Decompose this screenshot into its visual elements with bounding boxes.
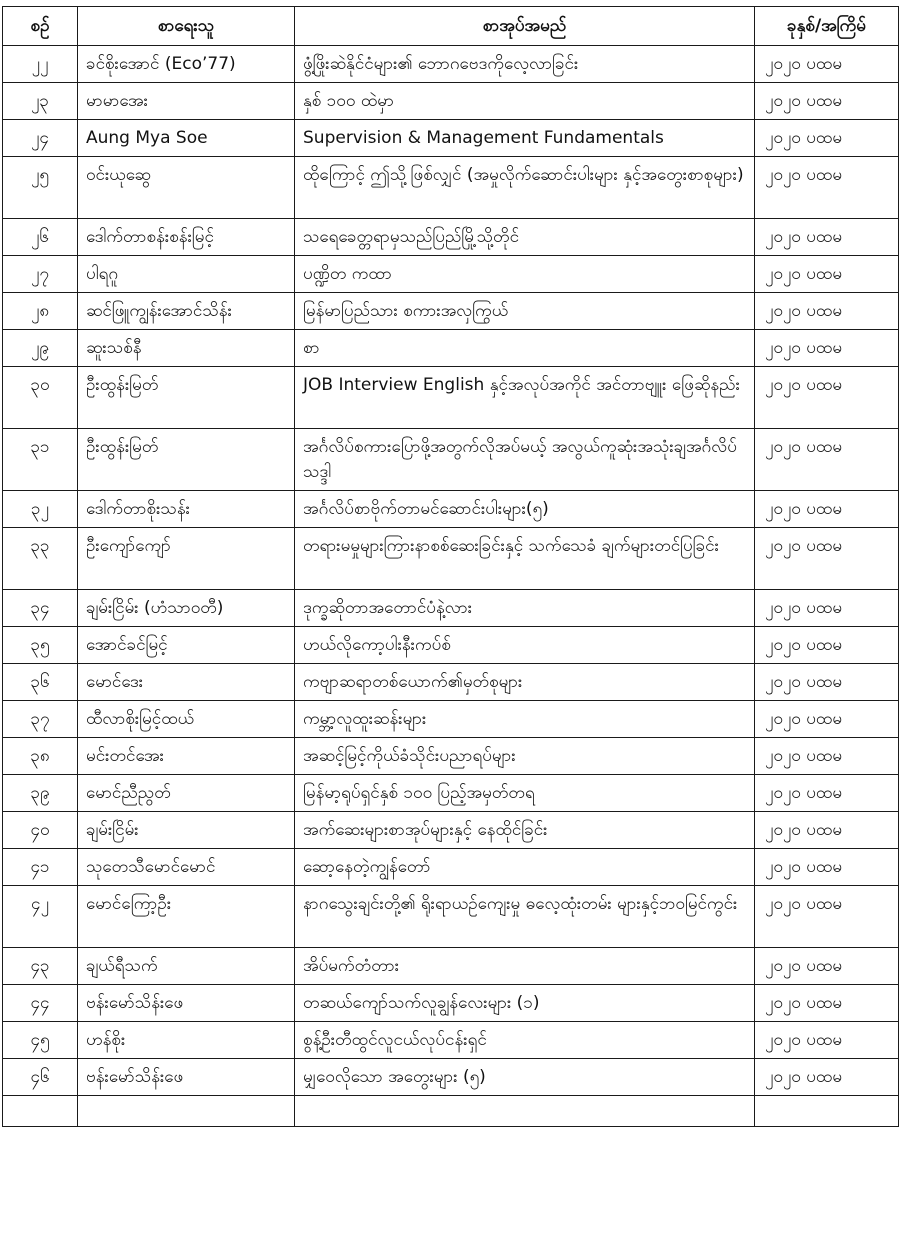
row-year-edition: ၂၀၂၀ ပထမ: [755, 1022, 899, 1059]
table-row: [3, 985, 899, 1022]
row-number: ၄၀: [3, 812, 78, 849]
row-number: ၃၉: [3, 775, 78, 812]
row-title: နှစ် ၁၀၀ ထဲမှာ: [295, 83, 755, 120]
row-number: ၂၈: [3, 293, 78, 330]
row-author: ဦးထွန်းမြတ်: [78, 429, 295, 491]
table-row: [3, 429, 899, 491]
row-title: အင်္ဂလိပ်စာဗိုက်တာမင်ဆောင်းပါးများ(၅): [295, 491, 755, 528]
table-header-row: [3, 7, 899, 46]
row-year-edition: ၂၀၂၀ ပထမ: [755, 738, 899, 775]
row-author: မင်းတင်အေး: [78, 738, 295, 775]
row-number: ၃၄: [3, 590, 78, 627]
row-title: အိပ်မက်တံတား: [295, 948, 755, 985]
row-year-edition: ၂၀၂၀ ပထမ: [755, 83, 899, 120]
table-body: [3, 46, 899, 1127]
table-row: [3, 157, 899, 219]
table-row: [3, 120, 899, 157]
row-author: ချမ်းငြိမ်း (ဟံသာဝတီ): [78, 590, 295, 627]
table-row: [3, 738, 899, 775]
row-number: ၂၄: [3, 120, 78, 157]
table-row: [3, 812, 899, 849]
row-title: JOB Interview English နှင့်အလုပ်အကိုင် အင်တာဗျူး ဖြေဆိုနည်း: [295, 367, 755, 429]
row-year-edition: ၂၀၂၀ ပထမ: [755, 849, 899, 886]
row-number: ၂၅: [3, 157, 78, 219]
row-author: Aung Mya Soe: [78, 120, 295, 157]
table-row: [3, 83, 899, 120]
row-year-edition: ၂၀၂၀ ပထမ: [755, 157, 899, 219]
row-author: ဗန်းမော်သိန်းဖေ: [78, 985, 295, 1022]
row-title: ဖွံ့ဖြိုးဆဲနိုင်ငံများ၏ ဘောဂဗေဒကိုလေ့လာခြင်း: [295, 46, 755, 83]
row-year-edition: ၂၀၂၀ ပထမ: [755, 985, 899, 1022]
row-author: ဒေါက်တာစန်းစန်းမြင့်: [78, 219, 295, 256]
row-title: တရားမမှုများကြားနာစစ်ဆေးခြင်းနှင့် သက်သေခံ ချက်များတင်ပြခြင်း: [295, 528, 755, 590]
empty-cell: [3, 1096, 78, 1127]
table-row: [3, 528, 899, 590]
row-title: ဟယ်လိုကော့ပါးနီးကပ်စ်: [295, 627, 755, 664]
row-title: ဆော့နေတဲ့ကျွန်တော်: [295, 849, 755, 886]
row-author: ခင်စိုးအောင် (Eco’77): [78, 46, 295, 83]
row-number: ၃၂: [3, 491, 78, 528]
table-row: [3, 46, 899, 83]
row-number: ၂၇: [3, 256, 78, 293]
row-author: ဆူးသစ်နီ: [78, 330, 295, 367]
row-year-edition: ၂၀၂၀ ပထမ: [755, 120, 899, 157]
row-title: စာ: [295, 330, 755, 367]
row-year-edition: ၂၀၂၀ ပထမ: [755, 46, 899, 83]
table-row: [3, 330, 899, 367]
row-year-edition: ၂၀၂၀ ပထမ: [755, 219, 899, 256]
table-row: [3, 627, 899, 664]
table-row: [3, 590, 899, 627]
row-author: ဟန်စိုး: [78, 1022, 295, 1059]
empty-cell: [295, 1096, 755, 1127]
row-number: ၄၅: [3, 1022, 78, 1059]
table-row: [3, 886, 899, 948]
row-title: ပဏ္ဍိတ ကထာ: [295, 256, 755, 293]
row-number: ၂၂: [3, 46, 78, 83]
row-title: ထိုကြောင့် ဤသို့ဖြစ်လျှင် (အမှုလိုက်ဆောင်းပါးများ နှင့်အတွေးစာစုများ): [295, 157, 755, 219]
row-number: ၂၃: [3, 83, 78, 120]
row-number: ၂၉: [3, 330, 78, 367]
row-number: ၃၇: [3, 701, 78, 738]
book-list-table: [2, 6, 899, 1127]
row-year-edition: ၂၀၂၀ ပထမ: [755, 590, 899, 627]
row-author: ဒေါက်တာစိုးသန်း: [78, 491, 295, 528]
row-year-edition: ၂၀၂၀ ပထမ: [755, 293, 899, 330]
row-author: မောင်ကြော့ဦး: [78, 886, 295, 948]
row-author: မောင်ညီညွတ်: [78, 775, 295, 812]
table-row: [3, 664, 899, 701]
table-row: [3, 775, 899, 812]
row-number: ၃၃: [3, 528, 78, 590]
row-year-edition: ၂၀၂၀ ပထမ: [755, 627, 899, 664]
row-title: မြန်မာ့ရုပ်ရှင်နှစ် ၁၀၀ ပြည့်အမှတ်တရ: [295, 775, 755, 812]
row-year-edition: ၂၀၂၀ ပထမ: [755, 528, 899, 590]
row-year-edition: ၂၀၂၀ ပထမ: [755, 429, 899, 491]
row-number: ၃၁: [3, 429, 78, 491]
row-author: ပါရဂူ: [78, 256, 295, 293]
row-number: ၃၀: [3, 367, 78, 429]
row-title: အက်ဆေးများစာအုပ်များနှင့် နေထိုင်ခြင်း: [295, 812, 755, 849]
row-author: မောင်ဒေး: [78, 664, 295, 701]
header-title: စာအုပ်အမည်: [295, 7, 755, 46]
row-year-edition: ၂၀၂၀ ပထမ: [755, 664, 899, 701]
row-number: ၃၅: [3, 627, 78, 664]
row-author: ချမ်းငြိမ်း: [78, 812, 295, 849]
row-title: နာဂသွေးချင်းတို့၏ ရိုးရာယဉ်ကျေးမှု ဓလေ့ထုံးတမ်း များနှင့်ဘဝမြင်ကွင်း: [295, 886, 755, 948]
table-row: [3, 849, 899, 886]
table-row: [3, 219, 899, 256]
header-author: စာရေးသူ: [78, 7, 295, 46]
row-title: စွန့်ဦးတီထွင်လူငယ်လုပ်ငန်းရှင်: [295, 1022, 755, 1059]
row-year-edition: ၂၀၂၀ ပထမ: [755, 886, 899, 948]
row-author: သုတေသီမောင်မောင်: [78, 849, 295, 886]
row-number: ၄၆: [3, 1059, 78, 1096]
row-author: ထီလာစိုးမြင့်ထယ်: [78, 701, 295, 738]
row-author: ဦးကျော်ကျော်: [78, 528, 295, 590]
row-title: Supervision & Management Fundamentals: [295, 120, 755, 157]
row-year-edition: ၂၀၂၀ ပထမ: [755, 812, 899, 849]
table-row: [3, 256, 899, 293]
row-year-edition: ၂၀၂၀ ပထမ: [755, 701, 899, 738]
row-number: ၄၄: [3, 985, 78, 1022]
header-number: စဉ်: [3, 7, 78, 46]
row-author: အောင်ခင်မြင့်: [78, 627, 295, 664]
row-title: ကမ္ဘာ့လူထူးဆန်းများ: [295, 701, 755, 738]
row-year-edition: ၂၀၂၀ ပထမ: [755, 367, 899, 429]
table-row: [3, 367, 899, 429]
row-author: ဦးထွန်းမြတ်: [78, 367, 295, 429]
row-author: မာမာအေး: [78, 83, 295, 120]
row-title: အဆင့်မြင့်ကိုယ်ခံသိုင်းပညာရပ်များ: [295, 738, 755, 775]
row-year-edition: ၂၀၂၀ ပထမ: [755, 256, 899, 293]
row-title: တဆယ်ကျော်သက်လူချွန်လေးများ (၁): [295, 985, 755, 1022]
row-year-edition: ၂၀၂၀ ပထမ: [755, 1059, 899, 1096]
row-year-edition: ၂၀၂၀ ပထမ: [755, 948, 899, 985]
empty-cell: [78, 1096, 295, 1127]
row-number: ၄၂: [3, 886, 78, 948]
row-number: ၃၈: [3, 738, 78, 775]
row-year-edition: ၂၀၂၀ ပထမ: [755, 775, 899, 812]
row-title: ဒုက္ခဆိုတာအတောင်ပံနဲ့လား: [295, 590, 755, 627]
row-number: ၄၁: [3, 849, 78, 886]
header-year-edition: ခုနှစ်/အကြိမ်: [755, 7, 899, 46]
table-row-cutoff: [3, 1096, 899, 1127]
row-title: အင်္ဂလိပ်စကားပြောဖို့အတွက်လိုအပ်မယ့် အလွယ်ကူဆုံးအသုံးချအင်္ဂလိပ်သဒ္ဒါ: [295, 429, 755, 491]
row-title: မျှဝေလိုသော အတွေးများ (၅): [295, 1059, 755, 1096]
row-number: ၂၆: [3, 219, 78, 256]
row-title: သရေခေတ္တရာမှသည်ပြည်မြို့သို့တိုင်: [295, 219, 755, 256]
table-row: [3, 701, 899, 738]
empty-cell: [755, 1096, 899, 1127]
table-row: [3, 293, 899, 330]
row-author: ချယ်ရီသက်: [78, 948, 295, 985]
row-author: ဗန်းမော်သိန်းဖေ: [78, 1059, 295, 1096]
row-year-edition: ၂၀၂၀ ပထမ: [755, 330, 899, 367]
table-row: [3, 1059, 899, 1096]
row-author: ဆင်ဖြူကျွန်းအောင်သိန်း: [78, 293, 295, 330]
table-row: [3, 491, 899, 528]
row-author: ဝင်းယုဆွေ: [78, 157, 295, 219]
row-title: မြန်မာပြည်သား စကားအလှကြွယ်: [295, 293, 755, 330]
row-year-edition: ၂၀၂၀ ပထမ: [755, 491, 899, 528]
table-row: [3, 948, 899, 985]
row-number: ၄၃: [3, 948, 78, 985]
row-number: ၃၆: [3, 664, 78, 701]
table-row: [3, 1022, 899, 1059]
row-title: ကဗျာဆရာတစ်ယောက်၏မှတ်စုများ: [295, 664, 755, 701]
